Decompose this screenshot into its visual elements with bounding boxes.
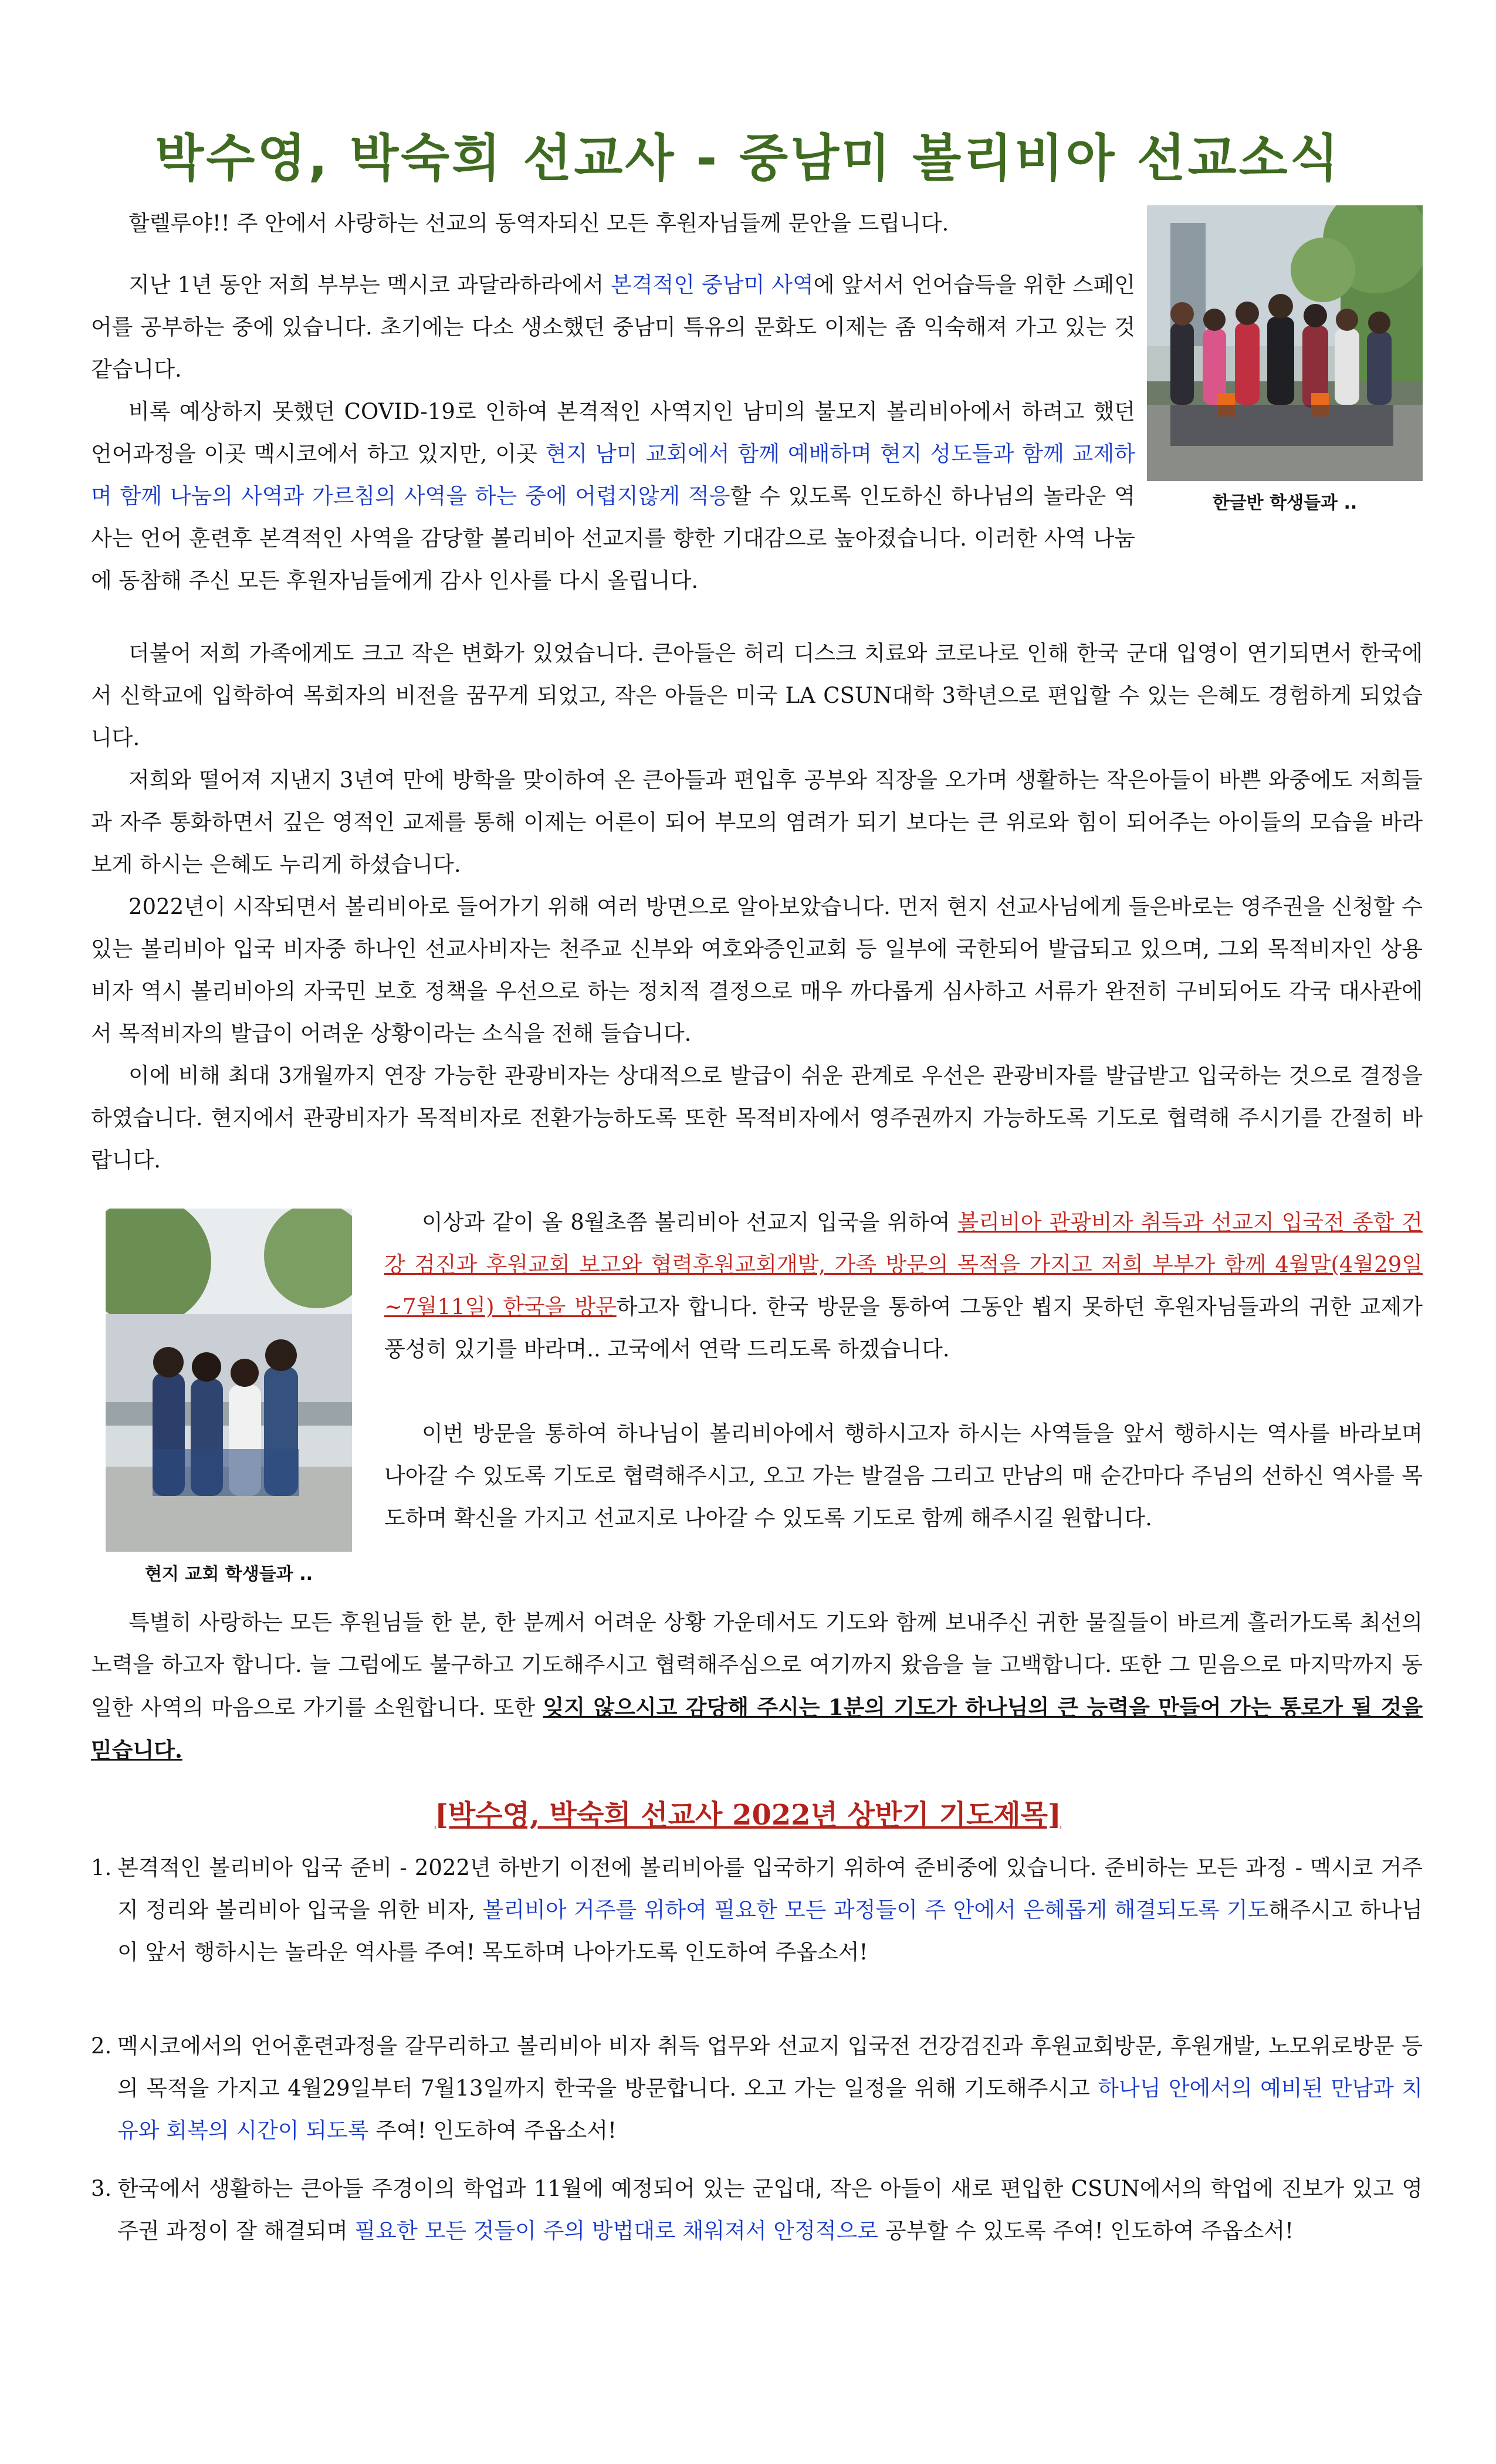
paragraph-family-news: 더불어 저희 가족에게도 크고 작은 변화가 있었습니다. 큰아들은 허리 디스크 치료와 코로나로 인해 한국 군대 입영이 연기되면서 한국에서 신학교에 입학하여 목회자의 비전을 꿈꾸게 되었고, 작은 아들은 미국 LA CSUN대학 3학년으로 편입할 수 있는 은혜도 경험하게 되었습니다. <box>91 641 1423 750</box>
prayer-text: 한국에서 생활하는 큰아들 주경이의 학업과 11월에 예정되어 있는 군입대, 작은 아들이 새로 편입한 CSUN에서의 학업에 진보가 있고 영주권 과정이 잘 해결되며 필요한 모든 것들이 주의 방법대로 채워져서 안정적으로 공부할 수 있도록 주여! 인도하여 주옵소서! <box>117 2176 1423 2243</box>
photo-local-church-students <box>106 1209 352 1552</box>
paragraph-covid-adaptation: 비록 예상하지 못했던 COVID-19로 인하여 본격적인 사역지인 남미의 불모지 볼리비아에서 하려고 했던 언어과정을 이곳 멕시코에서 하고 있지만, 이곳 현지 남미 교회에서 함께 예배하며 현지 성도들과 함께 교제하며 함께 나눔의 사역과 가르침의 사역을 하는 중에 어렵지않게 적응할 수 있도록 인도하신 하나님의 놀라운 역사는 언어 훈련후 본격적인 사역을 감당할 볼리비아 선교지를 향한 기대감으로 높아졌습니다. 이러한 사역 나눔에 동참해 주신 모든 후원자님들에게 감사 인사를 다시 올립니다. <box>91 399 1135 593</box>
newsletter-title: 박수영, 박숙희 선교사 - 중남미 볼리비아 선교소식 <box>155 129 1341 188</box>
prayer-text: 멕시코에서의 언어훈련과정을 갈무리하고 볼리비아 비자 취득 업무와 선교지 입국전 건강검진과 후원교회방문, 후원개발, 노모위로방문 등의 목적을 가지고 4월29일부터 7월13일까지 한국을 방문합니다. 오고 가는 일정을 위해 기도해주시고 하나님 안에서의 예비된 만남과 치유와 회복의 시간이 되도록 주여! 인도하여 주옵소서! <box>117 2033 1423 2143</box>
paragraph-tourist-visa: 이에 비해 최대 3개월까지 연장 가능한 관광비자는 상대적으로 발급이 쉬운 관계로 우선은 관광비자를 발급받고 입국하는 것으로 결정을 하였습니다. 현지에서 관광비자가 목적비자로 전환가능하도록 또한 목적비자에서 영주권까지 가능하도록 기도로 협력해 주시기를 간절히 바랍니다. <box>91 1063 1423 1173</box>
greeting-paragraph: 할렐루야!! 주 안에서 사랑하는 선교의 동역자되신 모든 후원자님들께 문안을 드립니다. <box>128 211 949 236</box>
prayer-number: 1. <box>91 1855 112 1880</box>
prayer-number: 3. <box>91 2176 112 2201</box>
highlight-ministry: 본격적인 중남미 사역 <box>611 272 814 297</box>
highlight-local-church: 현지 남미 교회에서 함께 예배하며 현지 성도들과 함께 교제하며 함께 나눔의 사역과 가르침의 사역을 하는 중에 어렵지않게 적응 <box>91 441 1135 509</box>
prayer-item-1 <box>91 1847 1423 1974</box>
highlight-one-minute-prayer: 잊지 않으시고 감당해 주시는 1분의 기도가 하나님의 큰 능력을 만들어 가는 통로가 될 것을 믿습니다. <box>91 1694 1423 1763</box>
photo2-caption: 현지 교회 학생들과 .. <box>145 1564 313 1585</box>
prayer-item-3 <box>91 2168 1423 2252</box>
paragraph-prayer-request: 이번 방문을 통하여 하나님이 볼리비아에서 행하시고자 하시는 사역들을 앞서 행하시는 역사를 바라보며 나아갈 수 있도록 기도로 협력해주시고, 오고 가는 발걸음 그리고 만남의 매 순간마다 주님의 선하신 역사를 목도하며 확신을 가지고 선교지로 나아갈 수 있도록 기도로 함께 해주시길 원합니다. <box>384 1421 1423 1531</box>
paragraph-korea-visit: 이상과 같이 올 8월초쯤 볼리비아 선교지 입국을 위하여 볼리비아 관광비자 취득과 선교지 입국전 종합 건강 검진과 후원교회 보고와 협력후원교회개발, 가족 방문의 목적을 가지고 저희 부부가 함께 4월말(4월29일~7월11일) 한국을 방문하고자 합니다. 한국 방문을 통하여 그동안 뵙지 못하던 후원자님들과의 귀한 교제가 풍성히 있기를 바라며.. 고국에서 연락 드리도록 하겠습니다. <box>384 1210 1423 1362</box>
prayer-item-2 <box>91 2025 1423 2152</box>
paragraph-thanks: 특별히 사랑하는 모든 후원님들 한 분, 한 분께서 어려운 상황 가운데서도 기도와 함께 보내주신 귀한 물질들이 바르게 흘러가도록 최선의 노력을 하고자 합니다. 늘 그럼에도 불구하고 기도해주시고 협력해주심으로 여기까지 왔음을 늘 고백합니다. 또한 그 믿음으로 마지막까지 동일한 사역의 마음으로 가기를 소원합니다. 또한 잊지 않으시고 감당해 주시는 1분의 기도가 하나님의 큰 능력을 만들어 가는 통로가 될 것을 믿습니다. <box>91 1610 1423 1763</box>
paragraph-sons: 저희와 떨어져 지낸지 3년여 만에 방학을 맞이하여 온 큰아들과 편입후 공부와 직장을 오가며 생활하는 작은아들이 바쁜 와중에도 저희들과 자주 통화하면서 깊은 영적인 교제를 통해 이제는 어른이 되어 부모의 염려가 되기 보다는 큰 위로와 힘이 되어주는 아이들의 모습을 바라보게 하시는 은혜도 누리게 하셨습니다. <box>91 767 1423 877</box>
prayer-text: 본격적인 볼리비아 입국 준비 - 2022년 하반기 이전에 볼리비아를 입국하기 위하여 준비중에 있습니다. 준비하는 모든 과정 - 멕시코 거주지 정리와 볼리비아 입국을 위한 비자, 볼리비아 거주를 위하여 필요한 모든 과정들이 주 안에서 은혜롭게 해결되도록 기도해주시고 하나님이 앞서 행하시는 놀라운 역사를 주여! 목도하며 나아가도록 인도하여 주옵소서! <box>117 1855 1423 1965</box>
prayer-number: 2. <box>91 2033 112 2059</box>
paragraph-language-study: 지난 1년 동안 저희 부부는 멕시코 과달라하라에서 본격적인 중남미 사역에 앞서서 언어습득을 위한 스페인어를 공부하는 중에 있습니다. 초기에는 다소 생소했던 중남미 특유의 문화도 이제는 좀 익숙해져 가고 있는 것 같습니다. <box>91 272 1135 382</box>
paragraph-visa-research: 2022년이 시작되면서 볼리비아로 들어가기 위해 여러 방면으로 알아보았습니다. 먼저 현지 선교사님에게 들은바로는 영주권을 신청할 수 있는 볼리비아 입국 비자중 하나인 선교사비자는 천주교 신부와 여호와증인교회 등 일부에 국한되어 발급되고 있으며, 그외 목적비자인 상용비자 역시 볼리비아의 자국민 보호 정책을 우선으로 하는 정치적 결정으로 매우 까다롭게 심사하고 서류가 완전히 구비되어도 각국 대사관에서 목적비자의 발급이 어려운 상황이라는 소식을 전해 들습니다. <box>91 894 1423 1046</box>
students-photo-image <box>106 1209 352 1552</box>
photo1-caption: 한글반 학생들과 .. <box>1212 493 1358 513</box>
highlight-korea-visit: 볼리비아 관광비자 취득과 선교지 입국전 종합 건강 검진과 후원교회 보고와 협력후원교회개발, 가족 방문의 목적을 가지고 저희 부부가 함께 4월말(4월29일~7월11일) 한국을 방문 <box>384 1210 1423 1319</box>
photo-korean-class-students <box>1147 205 1423 481</box>
prayer-list-title: [박수영, 박숙희 선교사 2022년 상반기 기도제목] <box>435 1799 1061 1832</box>
group-photo-image <box>1147 205 1423 481</box>
